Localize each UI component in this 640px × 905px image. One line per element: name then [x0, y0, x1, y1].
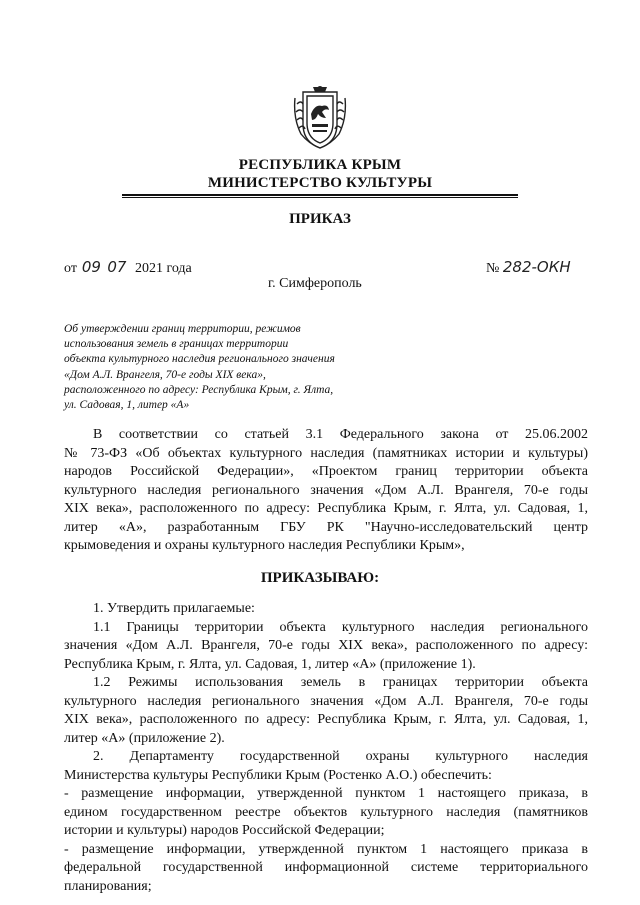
header-divider — [122, 194, 518, 196]
ministry-name: МИНИСТЕРСТВО КУЛЬТУРЫ — [207, 175, 433, 191]
clause-line: истории и культуры) народов Российской Федерации; — [64, 823, 385, 838]
date-month: 07 — [107, 258, 127, 276]
subject-line: расположенного по адресу: Республика Крым, г. Ялта, — [64, 383, 334, 396]
clause-line: федеральной государственной информационной системе территориального — [64, 860, 588, 875]
preamble-line: литер «А», разработанным ГБУ РК "Научно-исследовательский центр — [64, 519, 588, 535]
clause-line: XIX века», расположенного по адресу: Республика Крым, г. Ялта, ул. Садовая, 1, — [64, 712, 588, 727]
order-clauses — [64, 600, 588, 896]
clause-line: - размещение информации, утвержденной пунктом 1 настоящего приказа, в — [64, 786, 588, 801]
header-divider-thin — [122, 197, 518, 198]
preamble-line: XIX века», расположенного по адресу: Республика Крым, г. Ялта, ул. Садовая, 1, — [64, 501, 588, 516]
subject-line: «Дом А.Л. Врангеля, 70-е годы XIX века», — [64, 368, 266, 381]
preamble-line: В соответствии со статьей 3.1 Федерального закона от 25.06.2002 — [93, 427, 588, 442]
clause-line: планирования; — [64, 878, 152, 894]
order-date — [64, 258, 192, 277]
order-city: г. Симферополь — [268, 276, 362, 291]
subject-line: Об утверждении границ территории, режимов — [64, 323, 301, 335]
date-prefix: от — [64, 261, 77, 276]
number-prefix: № — [486, 261, 500, 276]
preamble-line: крымоведения и охраны культурного наследия Республики Крым», — [64, 538, 465, 553]
preamble-paragraph — [64, 426, 588, 556]
clause-line: Министерства культуры Республики Крым (Ростенко А.О.) обеспечить: — [64, 767, 492, 783]
clause-line: 1.2 Режимы использования земель в границах территории объекта — [93, 675, 588, 690]
preamble-line: культурного наследия регионального значения «Дом А.Л. Врангеля, 70-е годы — [64, 482, 588, 498]
date-day: 09 — [81, 258, 101, 276]
clause-line: литер «А» (приложение 2). — [64, 730, 225, 746]
clause-line: едином государственном реестре объектов культурного наследия (памятников — [64, 804, 588, 820]
republic-name: РЕСПУБЛИКА КРЫМ — [238, 157, 402, 173]
preamble-line: народов Российской Федерации», «Проектом границ территории объекта — [64, 464, 588, 479]
number-value: 282-ОКН — [502, 258, 571, 276]
preamble-line: № 73-ФЗ «Об объектах культурного наследия (памятниках истории и культуры) — [64, 445, 588, 461]
order-number — [486, 258, 571, 277]
subject-line: ул. Садовая, 1, литер «А» — [64, 399, 190, 412]
clause-line: значения «Дом А.Л. Врангеля, 70-е годы XIX века», расположенного по адресу: — [64, 638, 588, 653]
clause-line: - размещение информации, утвержденной пунктом 1 настоящего приказа в — [64, 841, 588, 857]
order-heading: ПРИКАЗЫВАЮ: — [260, 570, 380, 586]
document-title: ПРИКАЗ — [289, 211, 351, 227]
clause-line: 1.1 Границы территории объекта культурного наследия регионального — [93, 619, 588, 635]
clause-line: культурного наследия регионального значения «Дом А.Л. Врангеля, 70-е годы — [64, 693, 588, 709]
date-year: 2021 года — [134, 261, 192, 276]
subject-line: использования земель в границах территории — [64, 338, 289, 351]
clause-line: 1. Утвердить прилагаемые: — [93, 601, 255, 616]
crimea-coat-of-arms-icon — [291, 84, 349, 150]
clause-line: Республика Крым, г. Ялта, ул. Садовая, 1, литер «А» (приложение 1). — [64, 656, 476, 672]
order-subject — [64, 322, 364, 413]
clause-line: 2. Департаменту государственной охраны культурного наследия — [93, 749, 588, 764]
subject-line: объекта культурного наследия регионального значения — [64, 353, 335, 366]
